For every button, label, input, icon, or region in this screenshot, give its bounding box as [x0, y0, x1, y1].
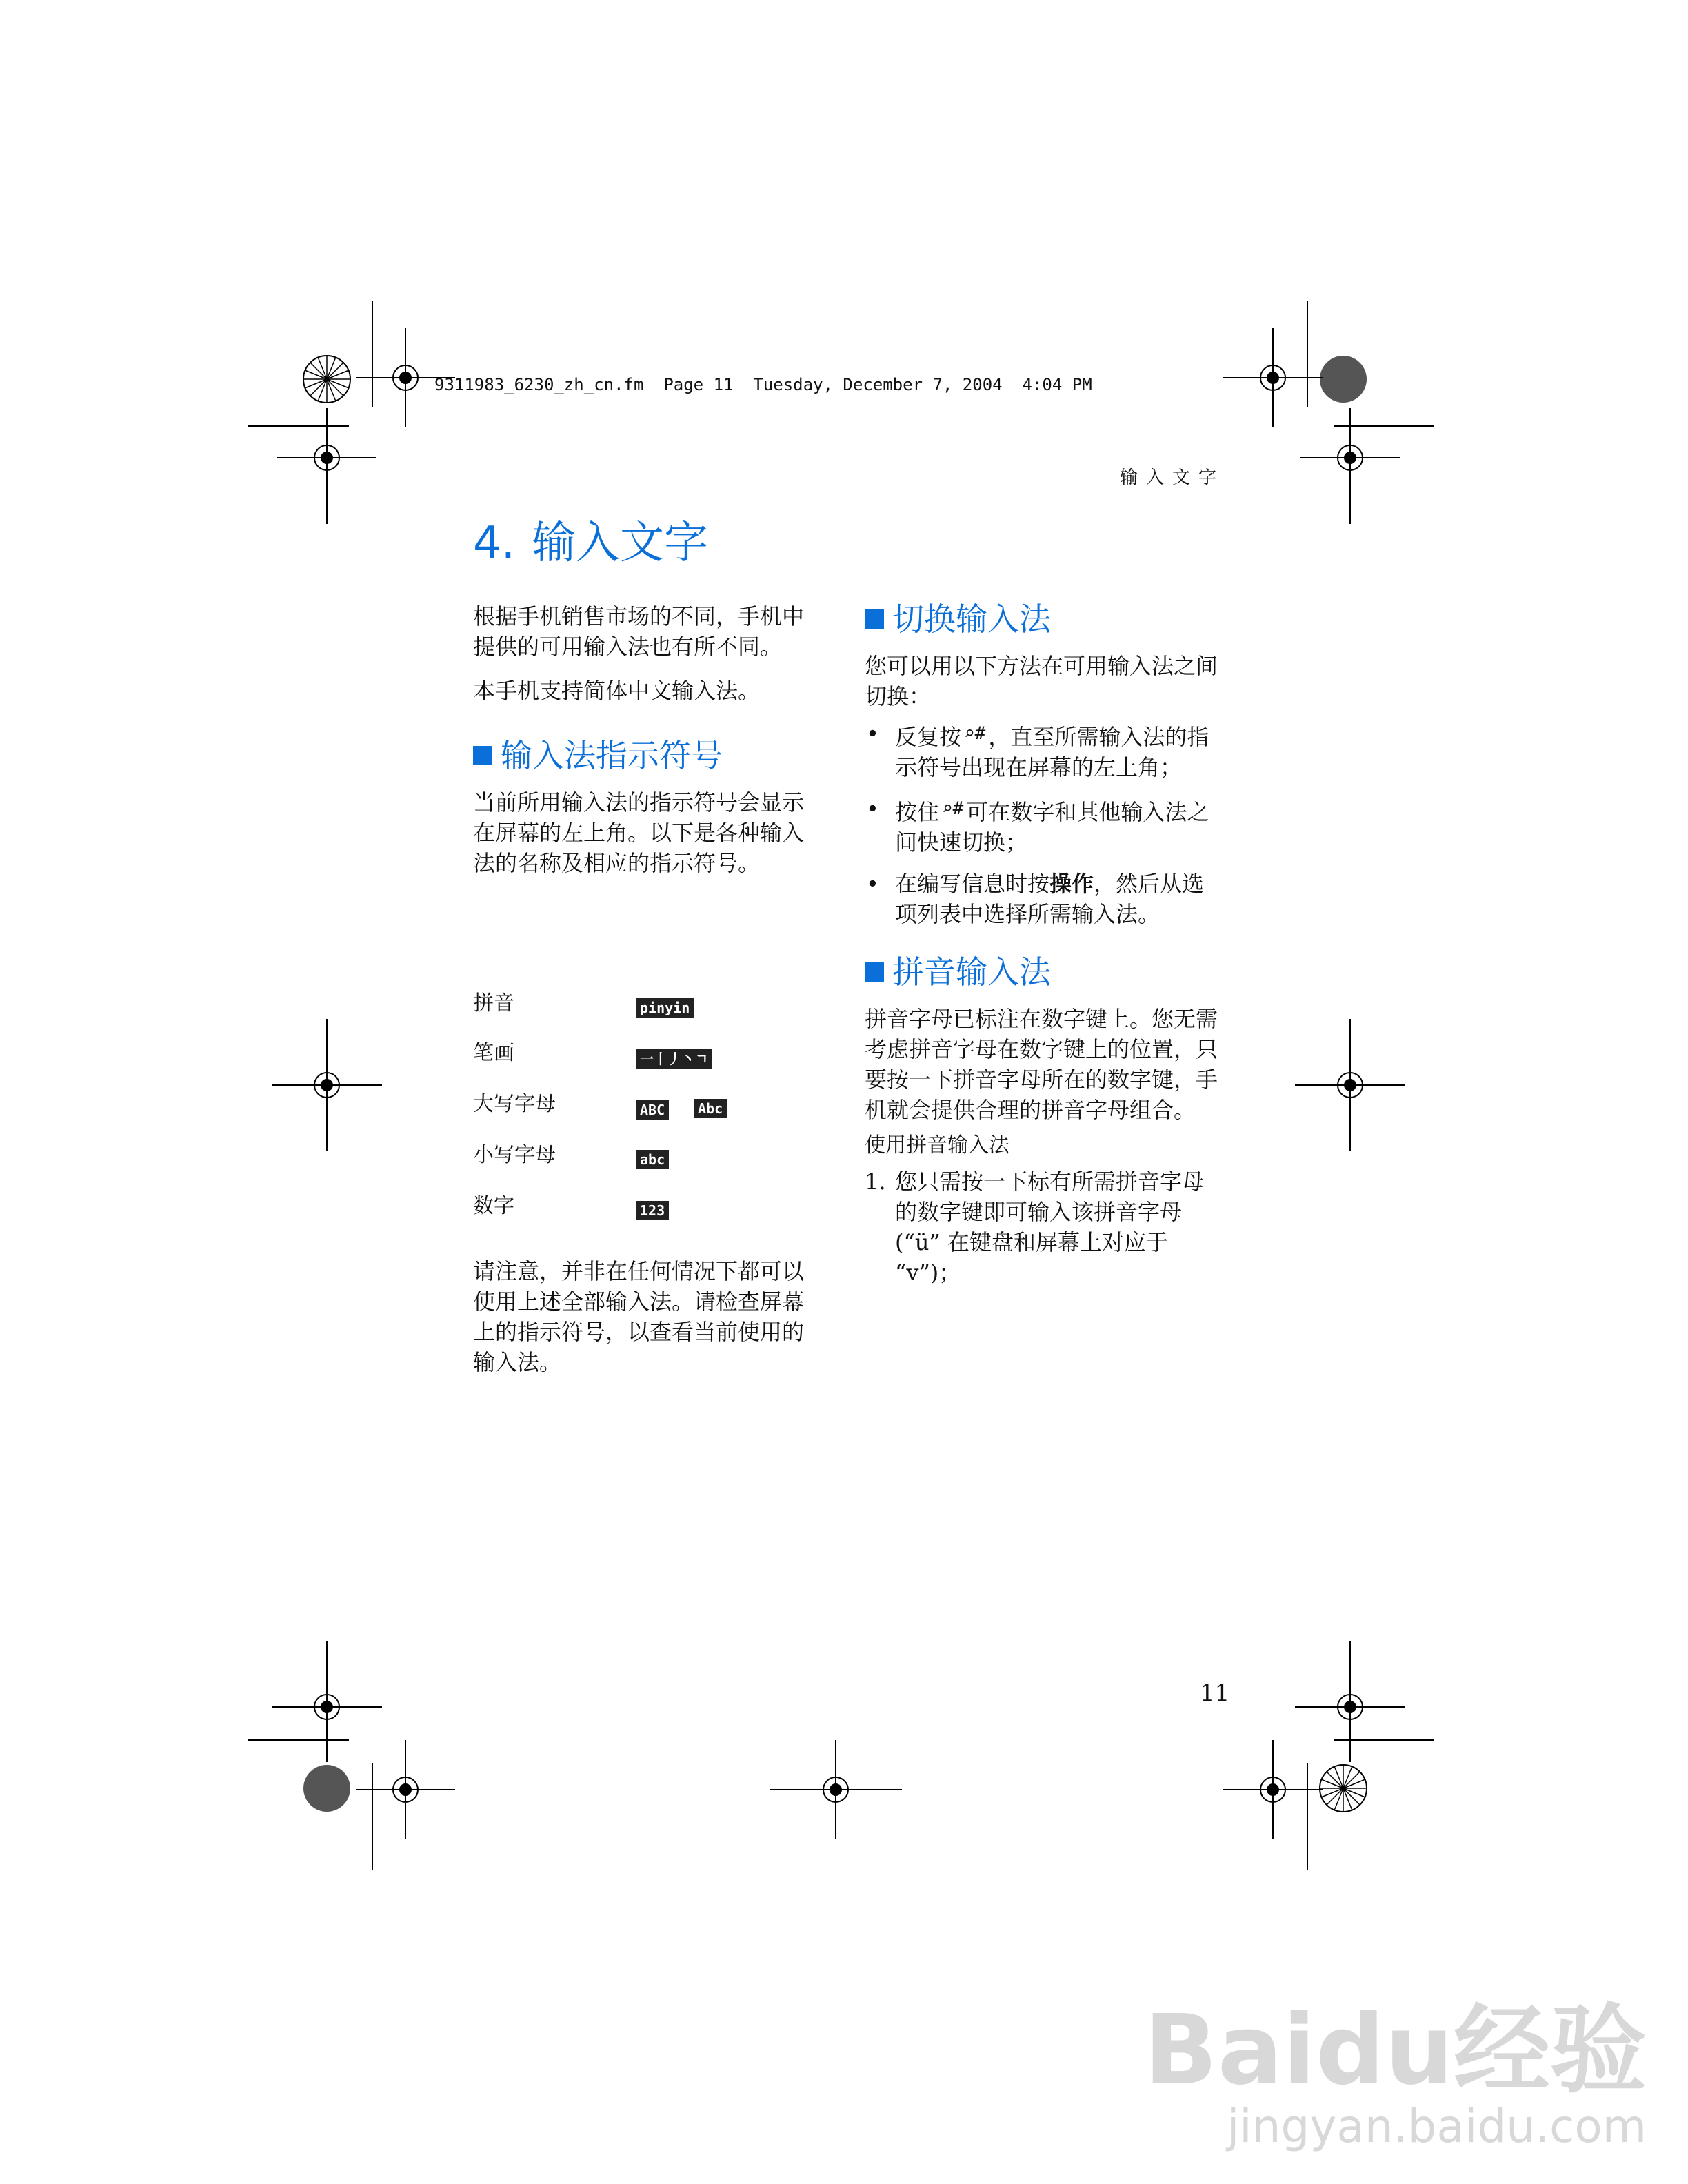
intro-paragraph-2: 本手机支持简体中文输入法。: [473, 678, 761, 704]
list-item-text: ，直至所需输入法的指示符号出现在屏幕的左上角；: [895, 724, 1209, 780]
solid-mark-bl: [303, 1765, 350, 1812]
numeric-indicator-icon: 123: [636, 1201, 669, 1220]
pinyin-paragraph: 拼音字母已标注在数字键上。您无需考虑拼音字母在数字键上的位置，只要按一下拼音字母所在的数字键，手机就会提供合理的拼音字母组合。: [865, 1006, 1218, 1123]
switch-methods-list: [865, 718, 1223, 929]
pinyin-indicator-icon: pinyin: [636, 998, 694, 1018]
step-number: 1.: [865, 1169, 886, 1195]
list-item-text: 按住: [895, 799, 940, 825]
heading-square-icon: [865, 609, 884, 629]
pinyin-steps: [865, 1166, 1223, 1288]
running-head: 输入文字: [1119, 467, 1225, 488]
baidu-watermark: [1143, 1994, 1647, 2153]
indicator-label-lowercase: 小写字母: [473, 1143, 556, 1167]
list-item-text: 在编写信息时按: [895, 871, 1050, 897]
intro-paragraph-1: 根据手机销售市场的不同，手机中提供的可用输入法也有所不同。: [473, 603, 805, 660]
section-heading-text: 输入法指示符号: [501, 737, 723, 774]
section-heading-text: 拼音输入法: [892, 953, 1051, 991]
switch-paragraph: 您可以用以下方法在可用输入法之间切换：: [865, 653, 1218, 709]
page-number: 11: [1200, 1679, 1230, 1707]
stroke-indicator-icon: 一丨丿丶ㄱ: [636, 1049, 712, 1069]
solid-mark-tr: [1320, 356, 1367, 403]
uppercase-indicator-icon: ABC: [636, 1100, 669, 1120]
heading-square-icon: [865, 962, 884, 982]
sunburst-mark-br: [1320, 1765, 1367, 1812]
chapter-title-text: 输入文字: [532, 518, 709, 569]
chapter-number: 4.: [473, 518, 516, 569]
pinyin-subheading: 使用拼音输入法: [865, 1133, 1009, 1157]
watermark-url: jingyan.baidu.com: [1226, 2100, 1647, 2153]
hash-key-icon: ⌕#: [942, 798, 964, 819]
chapter-title: [473, 507, 708, 571]
list-item: [865, 793, 1223, 858]
sentence-case-indicator-icon: Abc: [694, 1099, 727, 1118]
list-item-text: 可在数字和其他输入法之间快速切换；: [895, 799, 1209, 856]
right-column: [865, 600, 1223, 1288]
sunburst-mark-tl: [303, 356, 350, 403]
list-item-text: 反复按: [895, 724, 962, 750]
bullet-icon: •: [866, 796, 879, 822]
list-item-text: ，然后从选项列表中选择所需输入法。: [895, 871, 1205, 927]
indicators-paragraph: 当前所用输入法的指示符号会显示在屏幕的左上角。以下是各种输入法的名称及相应的指示符号。: [473, 789, 805, 876]
indicator-label-uppercase: 大写字母: [473, 1092, 556, 1116]
watermark-brand: Baidu经验: [1143, 1994, 1647, 2107]
file-info-line: 9311983_6230_zh_cn.fm Page 11 Tuesday, December 7, 2004 4:04 PM: [434, 375, 1092, 394]
section-heading-text: 切换输入法: [892, 600, 1051, 638]
heading-square-icon: [473, 746, 492, 765]
indicator-table: [473, 986, 832, 1234]
left-column: [473, 601, 825, 892]
bullet-icon: •: [866, 871, 879, 897]
lowercase-indicator-icon: abc: [636, 1150, 669, 1169]
section-heading-switch: [865, 600, 1223, 638]
indicator-label-stroke: 笔画: [473, 1041, 514, 1065]
step-text: 您只需按一下标有所需拼音字母的数字键即可输入该拼音字母 (“ü” 在键盘和屏幕上对应于 “v”)；: [895, 1169, 1205, 1286]
note-paragraph: 请注意，并非在任何情况下都可以使用上述全部输入法。请检查屏幕上的指示符号，以查看当前使用的输入法。: [473, 1258, 805, 1375]
list-item: [865, 718, 1223, 782]
section-heading-indicators: [473, 736, 825, 775]
indicator-label-numeric: 数字: [473, 1194, 514, 1218]
hash-key-icon: ⌕#: [964, 723, 986, 744]
list-item: [865, 869, 1223, 929]
list-item: [865, 1166, 1223, 1288]
left-note: [473, 1256, 825, 1391]
options-softkey-label: 操作: [1049, 871, 1094, 897]
section-heading-pinyin: [865, 953, 1223, 991]
bullet-icon: •: [866, 720, 879, 747]
indicator-label-pinyin: 拼音: [473, 991, 514, 1015]
